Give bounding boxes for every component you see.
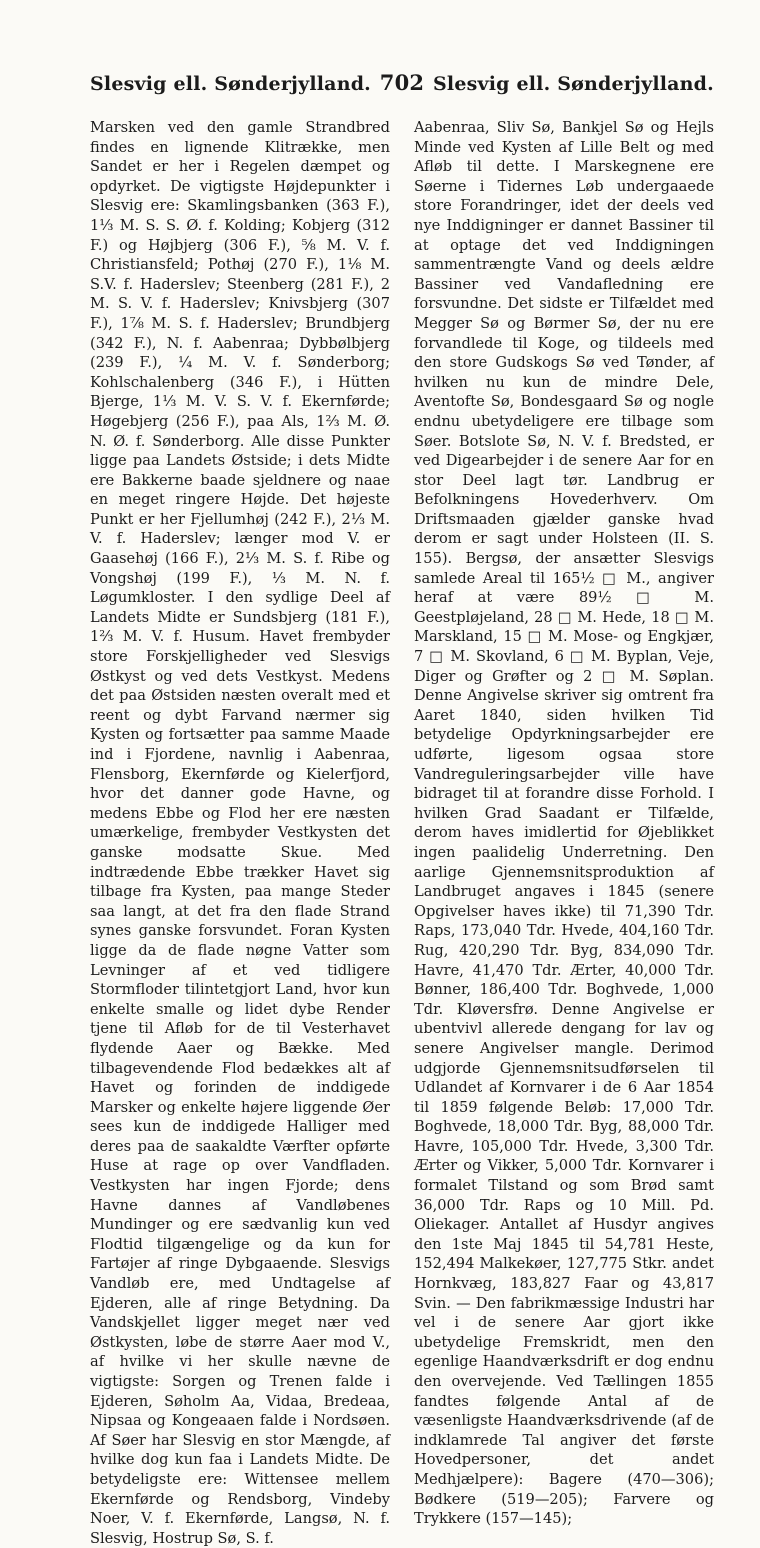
right-column — [414, 118, 714, 1548]
left-column-text: Marsken ved den gamle Strandbred findes en lignende Klitrække, men Sandet er her i Regelen dæmpet og opdyrket. De vigtigste Højdepunkter i Slesvig ere: Skamlingsbanken (363 F.), 1⅓ M. S. S. Ø. f. Kolding; Kobjerg (312 F.) og Højbjerg (306 F.), ⅝ M. V. f. Christiansfeld; Pothøj (270 F.), 1⅛ M. S.V. f. Haderslev; Steenberg (281 F.), 2 M. S. V. f. Haderslev; Knivsbjerg (307 F.), 1⅞ M. S. f. Haderslev; Brundbjerg (342 F.), N. f. Aabenraa; Dybbølbjerg (239 F.), ¼ M. V. f. Sønderborg; Kohlschalenberg (346 F.), i Hütten Bjerge, 1⅓ M. V. S. V. f. Ekernførde; Høgebjerg (256 F.), paa Als, 1⅔ M. Ø. N. Ø. f. Sønderborg. Alle disse Punkter ligge paa Landets Østside; i dets Midte ere Bakkerne baade sjeldnere og naae en meget ringere Højde. Det højeste Punkt er her Fjellumhøj (242 F.), 2⅓ M. V. f. Haderslev; længer mod V. er Gaasehøj (166 F.), 2⅓ M. S. f. Ribe og Vongshøj (199 F.), ⅓ M. N. f. Løgumkloster. I den sydlige Deel af Landets Midte er Sundsbjerg (181 F.), 1⅔ M. V. f. Husum. Havet frembyder store Forskjelligheder ved Slesvigs Østkyst og ved dets Vestkyst. Medens det paa Østsiden næsten overalt med et reent og dybt Farvand nærmer sig Kysten og fortsætter paa samme Maade ind i Fjordene, navnlig i Aabenraa, Flensborg, Ekernførde og Kielerfjord, hvor det danner gode Havne, og medens Ebbe og Flod her ere næsten umærkelige, frembyder Vestkysten det ganske modsatte Skue. Med indtrædende Ebbe trækker Havet sig tilbage fra Kysten, paa mange Steder saa langt, at det fra den flade Strand synes ganske forsvundet. Foran Kysten ligge da de flade nøgne Vatter som Levninger af et ved tidligere Stormfloder tilintetgjort Land, hvor kun enkelte smalle og lidet dybe Render tjene til Afløb for de til Vesterhavet flydende Aaer og Bække. Med tilbagevendende Flod bedækkes alt af Havet og forinden de inddigede Marsker og enkelte højere liggende Øer sees kun de inddigede Halliger med deres paa de saakaldte Værfter opførte Huse at rage op over Vandfladen. Vestkysten har ingen Fjorde; dens Havne dannes af Vandløbenes Mundinger og ere sædvanlig kun ved Flodtid tilgængelige og da kun for Fartøjer af ringe Dybgaaende. Slesvigs Vandløb ere, med Undtagelse af Ejderen, alle af ringe Betydning. Da Vandskjellet ligger meget nær ved Østkysten, løbe de større Aaer mod V., af hvilke vi her skulle nævne de vigtigste: Sorgen og Trenen falde i Ejderen, Søholm Aa, Vidaa, Bredeaa, Nipsaa og Kongeaaen falde i Nordsøen. Af Søer har Slesvig en stor Mængde, af hvilke dog kun faa i Landets Midte. De betydeligste ere: Wittensee mellem Ekernførde og Rendsborg, Vindeby Noer, V. f. Ekernførde, Langsø, N. f. Slesvig, Hostrup Sø, S. f. — [90, 119, 390, 1547]
header-right: Slesvig ell. Sønderjylland. — [432, 73, 714, 95]
page-number: 702 — [379, 70, 425, 95]
left-column — [90, 118, 390, 1548]
header-left: Slesvig ell. Sønderjylland. — [90, 73, 372, 95]
running-header — [90, 70, 714, 95]
right-column-text: Aabenraa, Sliv Sø, Bankjel Sø og Hejls Minde ved Kysten af Lille Belt og med Afløb til dette. I Marskegnene ere Søerne i Tidernes Løb undergaaede store Forandringer, idet der deels ved nye Inddigninger er dannet Bassiner til at optage det ved Inddigningen sammentrængte Vand og deels ældre Bassiner ved Vandafledning ere forsvundne. Det sidste er Tilfældet med Megger Sø og Børmer Sø, der nu ere forvandlede til Koge, og tildeels med den store Gudskogs Sø ved Tønder, af hvilken nu kun de mindre Dele, Aventofte Sø, Bondesgaard Sø og nogle endnu ubetydeligere ere tilbage som Søer. Botslote Sø, N. V. f. Bredsted, er ved Digearbejder i de senere Aar for en stor Deel lagt tør. Landbrug er Befolkningens Hovederhverv. Om Driftsmaaden gjælder ganske hvad derom er sagt under Holsteen (II. S. 155). Bergsø, der ansætter Slesvigs samlede Areal til 165½ □ M., angiver heraf at være 89½ □ M. Geestpløjeland, 28 □ M. Hede, 18 □ M. Marskland, 15 □ M. Mose- og Engkjær, 7 □ M. Skovland, 6 □ M. Byplan, Veje, Diger og Grøfter og 2 □ M. Søplan. Denne Angivelse skriver sig omtrent fra Aaret 1840, siden hvilken Tid betydelige Opdyrkningsarbejder ere udførte, ligesom ogsaa store Vandreguleringsarbejder ville have bidraget til at forandre disse Forhold. I hvilken Grad Saadant er Tilfælde, derom haves imidlertid for Øjeblikket ingen paalidelig Underretning. Den aarlige Gjennemsnitsproduktion af Landbruget angaves i 1845 (senere Opgivelser haves ikke) til 71,390 Tdr. Raps, 173,040 Tdr. Hvede, 404,160 Tdr. Rug, 420,290 Tdr. Byg, 834,090 Tdr. Havre, 41,470 Tdr. Ærter, 40,000 Tdr. Bønner, 186,400 Tdr. Boghvede, 1,000 Tdr. Kløversfrø. Denne Angivelse er ubentvivl allerede dengang for lav og senere Angivelser mangle. Derimod udgjorde Gjennemsnitsudførselen til Udlandet af Kornvarer i de 6 Aar 1854 til 1859 følgende Beløb: 17,000 Tdr. Boghvede, 18,000 Tdr. Byg, 88,000 Tdr. Havre, 105,000 Tdr. Hvede, 3,300 Tdr. Ærter og Vikker, 5,000 Tdr. Kornvarer i formalet Tilstand og som Brød samt 36,000 Tdr. Raps og 10 Mill. Pd. Oliekager. Antallet af Husdyr angives den 1ste Maj 1845 til 54,781 Heste, 152,494 Malkekøer, 127,775 Stkr. andet Hornkvæg, 183,827 Faar og 43,817 Svin. — Den fabrikmæssige Industri har vel i de senere Aar gjort ikke ubetydelige Fremskridt, men den egenlige Haandværksdrift er dog endnu den overvejende. Ved Tællingen 1855 fandtes følgende Antal af de væsenligste Haandværksdrivende (af de indklamrede Tal angiver det første Hovedpersoner, det andet Medhjælpere): Bagere (470—306); Bødkere (519—205); Farvere og Trykkere (157—145); — [414, 119, 714, 1528]
text-columns — [90, 118, 714, 1548]
